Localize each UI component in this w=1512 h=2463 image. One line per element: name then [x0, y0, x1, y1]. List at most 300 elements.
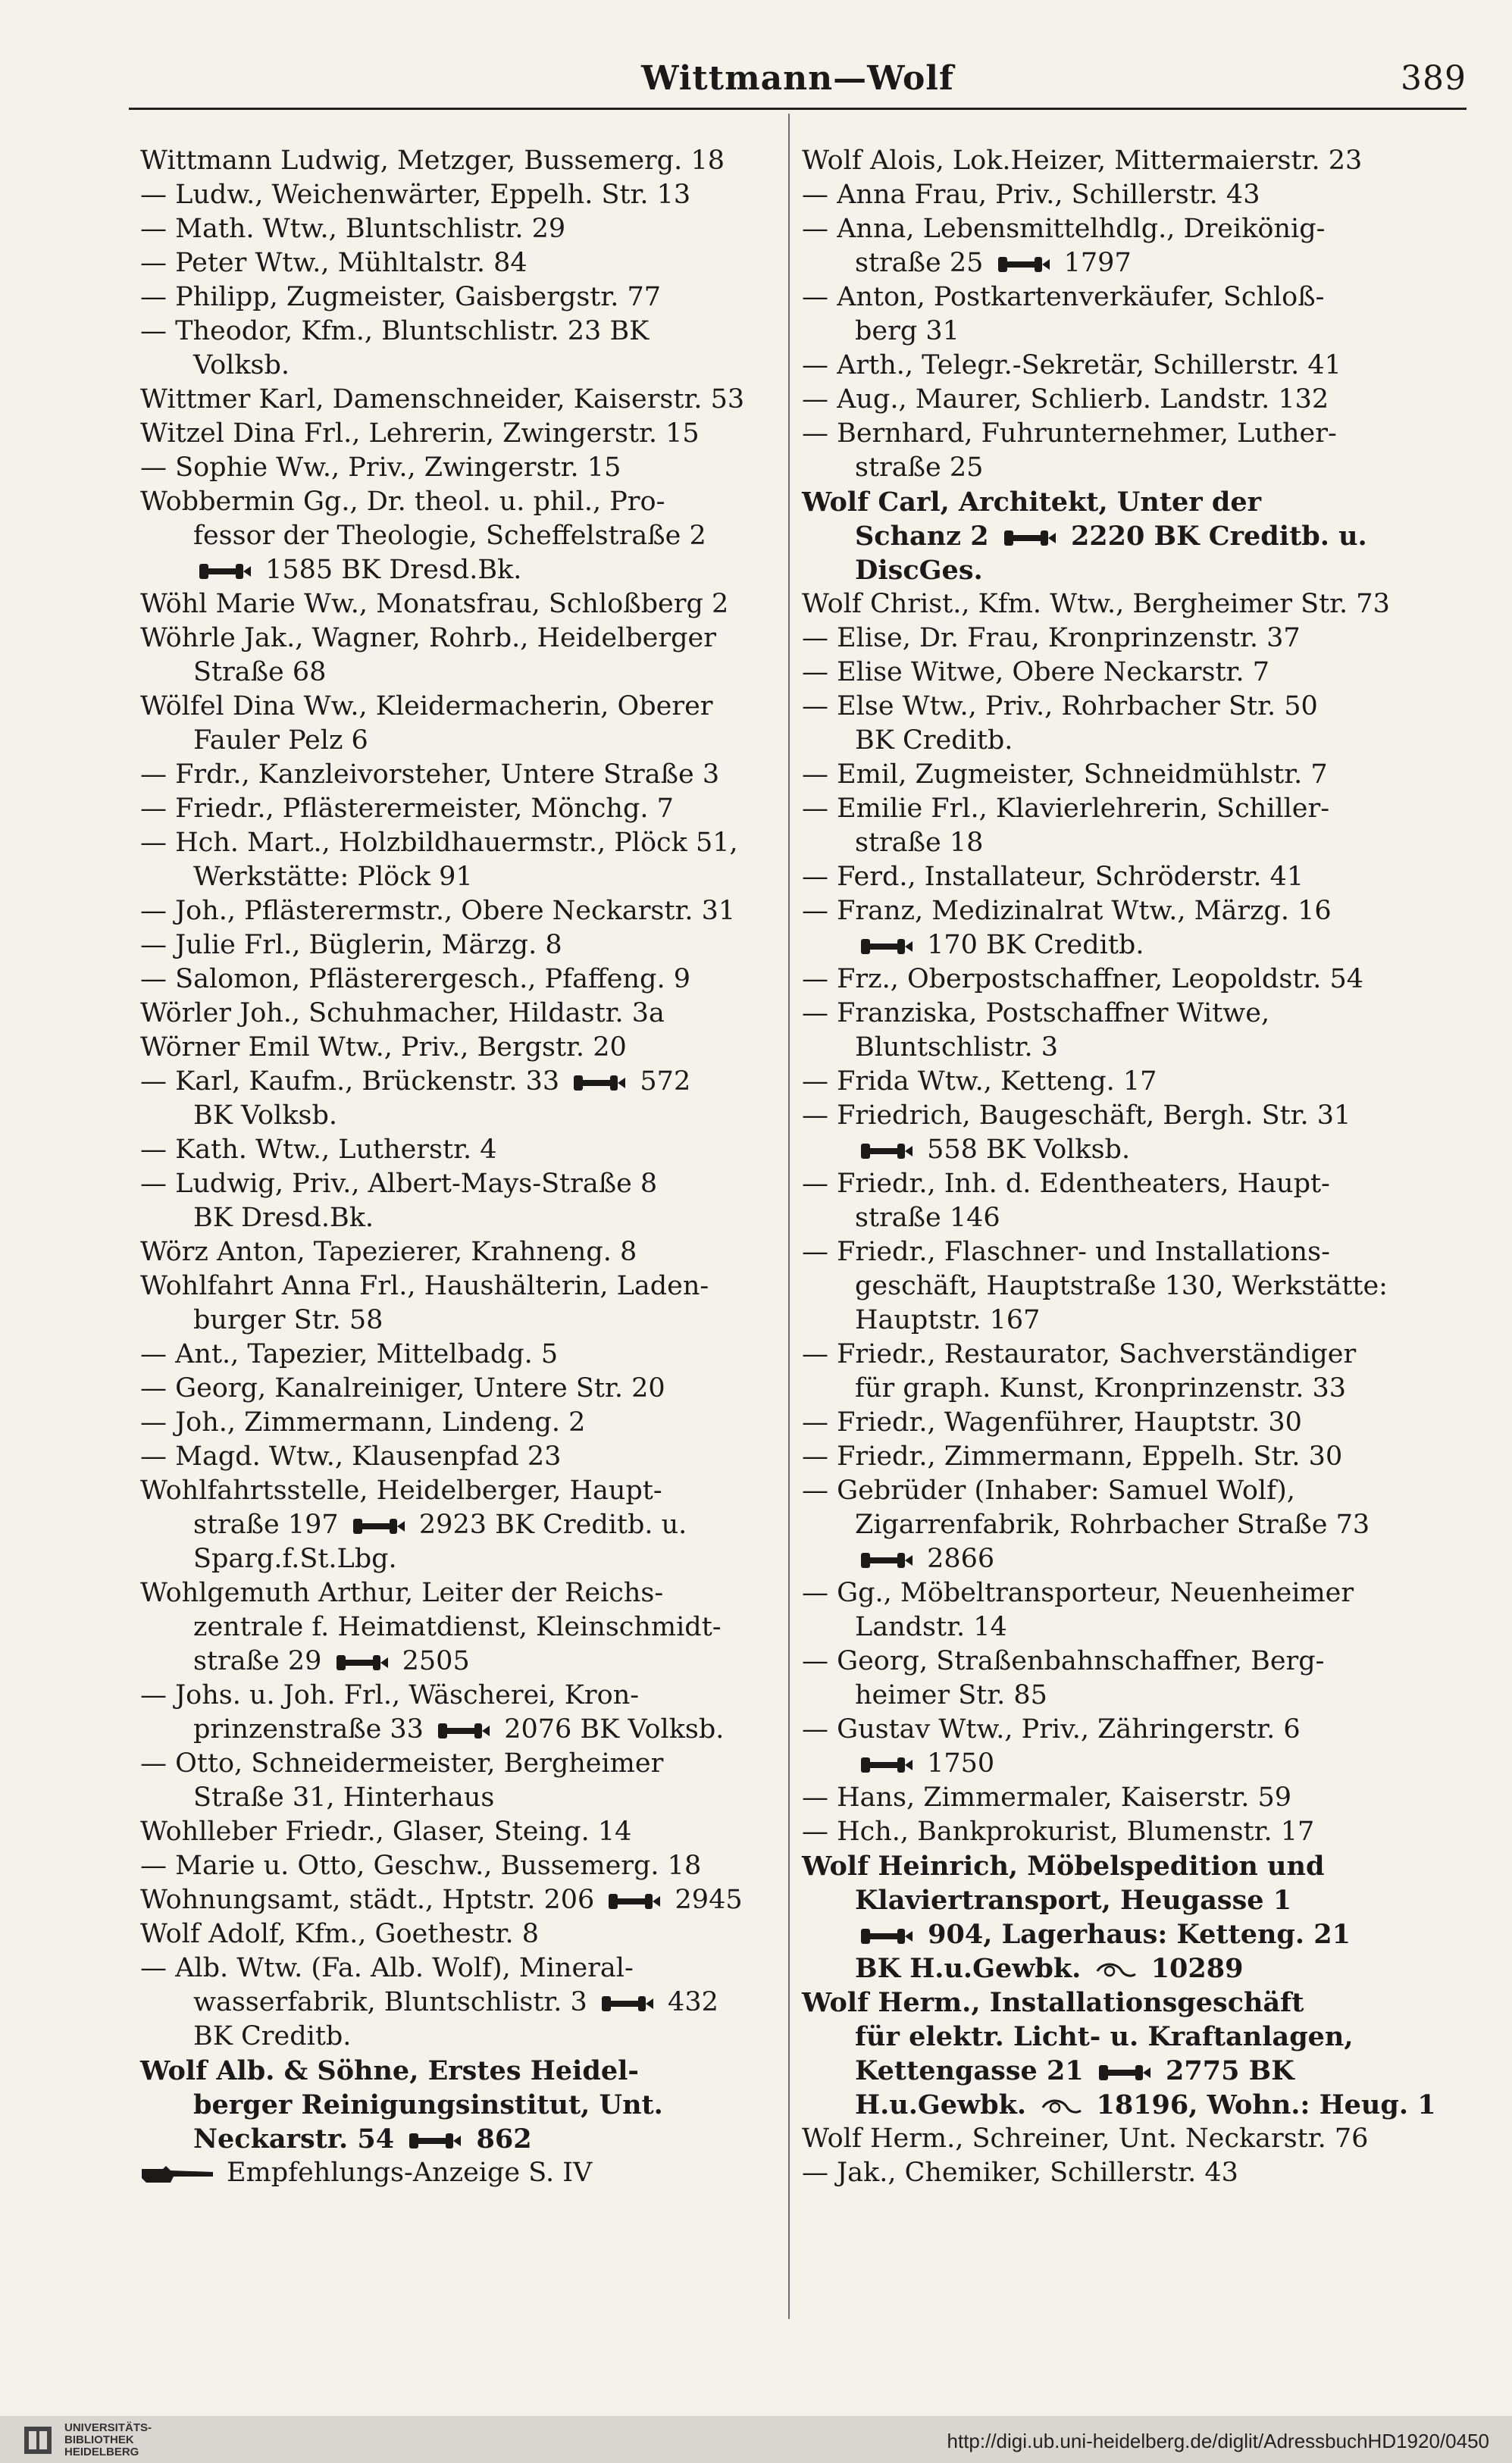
- entry-line: [140, 144, 784, 178]
- entry-continuation-line: [140, 1645, 784, 1679]
- directory-entry: [802, 485, 1446, 587]
- entry-continuation-line: [802, 826, 1446, 860]
- directory-entry: [140, 1031, 784, 1065]
- telephone-receiver-icon: [859, 937, 914, 956]
- entry-text: Wörner Emil Wtw., Priv., Bergstr. 20: [140, 1032, 627, 1063]
- entry-text: Zigarrenfabrik, Rohrbacher Straße 73: [855, 1510, 1370, 1540]
- entry-text: Witzel Dina Frl., Lehrerin, Zwingerstr. 15: [140, 418, 700, 449]
- left-column: [140, 144, 784, 2190]
- entry-text: — Alb. Wtw. (Fa. Alb. Wolf), Mineral-: [140, 1953, 634, 1983]
- entry-line: [140, 1883, 784, 1917]
- entry-text: Wohlleber Friedr., Glaser, Steing. 14: [140, 1817, 632, 1847]
- entry-text: Wolf Alois, Lok.Heizer, Mittermaierstr. 23: [802, 146, 1363, 176]
- entry-text: 2076 BK Volksb.: [496, 1714, 725, 1745]
- entry-line: [140, 485, 784, 519]
- telephone-receiver-icon: [408, 2132, 462, 2150]
- directory-entry: [802, 1099, 1446, 1167]
- entry-line: [140, 246, 784, 280]
- entry-text: 558 BK Volksb.: [919, 1134, 1131, 1165]
- directory-entry: [140, 315, 784, 383]
- entry-continuation-line: [802, 1201, 1446, 1235]
- entry-line: [140, 383, 784, 417]
- entry-line: [802, 997, 1446, 1031]
- entry-text: — Friedr., Wagenführer, Hauptstr. 30: [802, 1407, 1302, 1438]
- entry-text: — Friedrich, Baugeschäft, Bergh. Str. 31: [802, 1100, 1351, 1131]
- entry-line: [140, 1338, 784, 1372]
- entry-continuation-line: [140, 349, 784, 383]
- telephone-receiver-icon: [335, 1654, 390, 1672]
- entry-text: — Gustav Wtw., Priv., Zähringerstr. 6: [802, 1714, 1301, 1745]
- entry-text: straße 29: [193, 1646, 330, 1676]
- entry-text: — Friedr., Restaurator, Sachverständiger: [802, 1339, 1357, 1369]
- entry-text: Wörler Joh., Schuhmacher, Hildastr. 3a: [140, 998, 665, 1028]
- entry-line: [140, 1849, 784, 1883]
- entry-continuation-line: [802, 928, 1446, 962]
- entry-line: [802, 349, 1446, 383]
- entry-text: Empfehlungs-Anzeige S. IV: [227, 2158, 593, 2188]
- directory-entry: [802, 144, 1446, 178]
- entry-line: [140, 2156, 784, 2190]
- library-line-3: HEIDELBERG: [64, 2446, 139, 2458]
- directory-entry: [140, 1679, 784, 1747]
- entry-continuation-line: [802, 1031, 1446, 1065]
- entry-text: Wittmann Ludwig, Metzger, Bussemerg. 18: [140, 146, 725, 176]
- telephone-receiver-icon: [997, 255, 1051, 274]
- entry-line: [140, 1372, 784, 1406]
- entry-text: Wolf Adolf, Kfm., Goethestr. 8: [140, 1919, 540, 1949]
- entry-line: [802, 1849, 1446, 1883]
- entry-continuation-line: [140, 2088, 784, 2122]
- entry-line: [802, 1781, 1446, 1815]
- entry-text: fessor der Theologie, Scheffelstraße 2: [193, 521, 706, 551]
- directory-entry: [140, 1917, 784, 1951]
- entry-continuation-line: [802, 1372, 1446, 1406]
- entry-text: 2220 BK Creditb. u.: [1061, 521, 1367, 552]
- entry-continuation-line: [140, 1713, 784, 1747]
- directory-entry: [140, 826, 784, 894]
- telephone-receiver-icon: [859, 1142, 914, 1160]
- entry-text: 904, Lagerhaus: Ketteng. 21: [919, 1919, 1351, 1950]
- directory-entry: [802, 1474, 1446, 1576]
- entry-line: [802, 144, 1446, 178]
- directory-entry: [140, 1883, 784, 1917]
- directory-entry: [140, 451, 784, 485]
- entry-text: — Aug., Maurer, Schlierb. Landstr. 132: [802, 384, 1329, 415]
- directory-entry: [140, 1815, 784, 1849]
- directory-entry: [802, 1406, 1446, 1440]
- entry-text: — Georg, Straßenbahnschaffner, Berg-: [802, 1646, 1325, 1676]
- entry-line: [140, 1235, 784, 1269]
- entry-text: Wolf Heinrich, Möbelspedition und: [802, 1851, 1325, 1882]
- directory-entry: [802, 417, 1446, 485]
- directory-entry: [802, 1645, 1446, 1713]
- entry-text: — Hans, Zimmermaler, Kaiserstr. 59: [802, 1782, 1292, 1813]
- entry-continuation-line: [802, 315, 1446, 349]
- entry-text: — Joh., Pflästerermstr., Obere Neckarstr. 31: [140, 896, 736, 926]
- entry-line: [140, 1951, 784, 1986]
- entry-line: [802, 2122, 1446, 2156]
- entry-text: Werkstätte: Plöck 91: [193, 862, 473, 892]
- directory-entry: [140, 383, 784, 417]
- entry-text: Wohlfahrt Anna Frl., Haushälterin, Laden-: [140, 1271, 709, 1301]
- entry-text: zentrale f. Heimatdienst, Kleinschmidt-: [193, 1612, 722, 1642]
- telephone-receiver-icon: [600, 1995, 655, 2013]
- entry-line: [802, 1235, 1446, 1269]
- directory-entry: [802, 2122, 1446, 2156]
- entry-continuation-line: [802, 1917, 1446, 1951]
- directory-entry: [140, 621, 784, 690]
- entry-line: [140, 1815, 784, 1849]
- entry-text: Wolf Carl, Architekt, Unter der: [802, 487, 1262, 518]
- column-divider: [788, 114, 790, 2319]
- entry-line: [802, 485, 1446, 519]
- entry-text: — Jak., Chemiker, Schillerstr. 43: [802, 2158, 1238, 2188]
- entry-text: Klaviertransport, Heugasse 1: [855, 1885, 1292, 1916]
- directory-entry: [802, 1986, 1446, 2122]
- entry-text: Wohlfahrtsstelle, Heidelberger, Haupt-: [140, 1476, 662, 1506]
- directory-entry: [140, 417, 784, 451]
- entry-text: 10289: [1141, 1953, 1244, 1984]
- entry-line: [140, 962, 784, 997]
- entry-continuation-line: [140, 1781, 784, 1815]
- telephone-receiver-icon: [437, 1722, 491, 1740]
- entry-continuation-line: [140, 2122, 784, 2156]
- entry-text: berg 31: [855, 316, 959, 346]
- entry-line: [140, 826, 784, 860]
- entry-text: Wolf Herm., Installationsgeschäft: [802, 1987, 1304, 2018]
- directory-entry: [802, 962, 1446, 997]
- entry-line: [802, 792, 1446, 826]
- entry-line: [140, 928, 784, 962]
- entry-text: — Karl, Kaufm., Brückenstr. 33: [140, 1066, 568, 1097]
- directory-entry: [140, 1474, 784, 1576]
- entry-text: DiscGes.: [855, 555, 983, 586]
- directory-entry: [140, 928, 784, 962]
- entry-line: [140, 451, 784, 485]
- entry-text: — Ludw., Weichenwärter, Eppelh. Str. 13: [140, 180, 691, 210]
- directory-entry: [140, 1849, 784, 1883]
- entry-text: heimer Str. 85: [855, 1680, 1047, 1710]
- directory-entry: [802, 280, 1446, 349]
- directory-entry: [140, 280, 784, 315]
- entry-text: BK Volksb.: [193, 1100, 338, 1131]
- entry-line: [140, 417, 784, 451]
- directory-entry: [140, 178, 784, 212]
- directory-entry: [802, 656, 1446, 690]
- entry-text: — Anton, Postkartenverkäufer, Schloß-: [802, 282, 1325, 312]
- page-title: Wittmann—Wolf: [641, 59, 954, 98]
- entry-text: — Bernhard, Fuhrunternehmer, Luther-: [802, 418, 1337, 449]
- entry-line: [140, 758, 784, 792]
- entry-continuation-line: [140, 656, 784, 690]
- entry-continuation-line: [802, 553, 1446, 587]
- entry-text: — Otto, Schneidermeister, Bergheimer: [140, 1748, 664, 1779]
- directory-entry: [140, 2054, 784, 2156]
- entry-line: [802, 860, 1446, 894]
- entry-text: Wölfel Dina Ww., Kleidermacherin, Oberer: [140, 691, 713, 721]
- directory-entry: [802, 1576, 1446, 1645]
- directory-entry: [802, 212, 1446, 280]
- entry-text: — Elise Witwe, Obere Neckarstr. 7: [802, 657, 1269, 687]
- entry-continuation-line: [802, 1679, 1446, 1713]
- entry-text: — Marie u. Otto, Geschw., Bussemerg. 18: [140, 1851, 702, 1881]
- entry-text: — Frz., Oberpostschaffner, Leopoldstr. 54: [802, 964, 1364, 994]
- telephone-receiver-icon: [352, 1517, 406, 1535]
- entry-text: 1585 BK Dresd.Bk.: [257, 555, 522, 585]
- entry-text: BK Dresd.Bk.: [193, 1203, 374, 1233]
- entry-text: Wohnungsamt, städt., Hptstr. 206: [140, 1885, 603, 1915]
- entry-line: [802, 1474, 1446, 1508]
- directory-entry: [140, 485, 784, 587]
- entry-continuation-line: [140, 724, 784, 758]
- entry-line: [140, 1065, 784, 1099]
- entry-continuation-line: [140, 1610, 784, 1645]
- post-horn-icon: [1040, 2097, 1082, 2117]
- entry-continuation-line: [140, 553, 784, 587]
- entry-line: [802, 1167, 1446, 1201]
- entry-line: [140, 792, 784, 826]
- entry-text: — Emil, Zugmeister, Schneidmühlstr. 7: [802, 759, 1328, 790]
- entry-text: — Hch., Bankprokurist, Blumenstr. 17: [802, 1817, 1315, 1847]
- entry-text: geschäft, Hauptstraße 130, Werkstätte:: [855, 1271, 1388, 1301]
- entry-line: [802, 656, 1446, 690]
- directory-entry: [802, 1815, 1446, 1849]
- directory-entry: [140, 1406, 784, 1440]
- entry-text: Bluntschlistr. 3: [855, 1032, 1058, 1063]
- entry-continuation-line: [802, 1951, 1446, 1986]
- entry-line: [140, 178, 784, 212]
- directory-entry: [140, 962, 784, 997]
- entry-line: [802, 1065, 1446, 1099]
- entry-text: für elektr. Licht- u. Kraftanlagen,: [855, 2021, 1354, 2052]
- entry-continuation-line: [802, 1542, 1446, 1576]
- entry-text: — Julie Frl., Büglerin, Märzg. 8: [140, 930, 562, 960]
- entry-line: [802, 621, 1446, 656]
- entry-text: — Emilie Frl., Klavierlehrerin, Schiller-: [802, 793, 1330, 824]
- entry-line: [140, 1917, 784, 1951]
- directory-entry: [140, 246, 784, 280]
- entry-line: [140, 1747, 784, 1781]
- entry-line: [140, 1474, 784, 1508]
- entry-text: 2505: [393, 1646, 470, 1676]
- entry-continuation-line: [802, 2020, 1446, 2054]
- header-rule: [129, 108, 1467, 110]
- directory-entry: [140, 1235, 784, 1269]
- entry-text: — Franziska, Postschaffner Witwe,: [802, 998, 1270, 1028]
- telephone-receiver-icon: [859, 1756, 914, 1774]
- entry-text: — Kath. Wtw., Lutherstr. 4: [140, 1134, 497, 1165]
- entry-text: — Frida Wtw., Ketteng. 17: [802, 1066, 1157, 1097]
- entry-continuation-line: [802, 2054, 1446, 2088]
- entry-text: Wittmer Karl, Damenschneider, Kaiserstr. 53: [140, 384, 745, 415]
- entry-text: Sparg.f.St.Lbg.: [193, 1544, 397, 1574]
- entry-text: — Theodor, Kfm., Bluntschlistr. 23 BK: [140, 316, 650, 346]
- entry-text: — Ant., Tapezier, Mittelbadg. 5: [140, 1339, 559, 1369]
- telephone-receiver-icon: [859, 1927, 914, 1945]
- entry-text: Straße 31, Hinterhaus: [193, 1782, 495, 1813]
- entry-text: Schanz 2: [855, 521, 998, 552]
- right-column: [802, 144, 1446, 2190]
- entry-text: — Philipp, Zugmeister, Gaisbergstr. 77: [140, 282, 662, 312]
- directory-entry: [140, 1576, 784, 1679]
- entry-text: — Arth., Telegr.-Sekretär, Schillerstr. 41: [802, 350, 1341, 380]
- entry-text: 18196, Wohn.: Heug. 1: [1087, 2089, 1436, 2120]
- entry-line: [802, 1440, 1446, 1474]
- entry-line: [140, 1406, 784, 1440]
- entry-text: — Johs. u. Joh. Frl., Wäscherei, Kron-: [140, 1680, 640, 1710]
- directory-entry: [802, 1065, 1446, 1099]
- entry-text: Straße 68: [193, 657, 327, 687]
- entry-text: — Franz, Medizinalrat Wtw., Märzg. 16: [802, 896, 1332, 926]
- entry-line: [802, 1986, 1446, 2020]
- entry-text: straße 197: [193, 1510, 347, 1540]
- entry-line: [140, 1167, 784, 1201]
- entry-text: — Ferd., Installateur, Schröderstr. 41: [802, 862, 1304, 892]
- directory-entry: [140, 1133, 784, 1167]
- entry-text: straße 146: [855, 1203, 1000, 1233]
- entry-text: 2945: [666, 1885, 743, 1915]
- entry-line: [140, 212, 784, 246]
- directory-entry: [802, 792, 1446, 860]
- entry-text: — Ludwig, Priv., Albert-Mays-Straße 8: [140, 1169, 658, 1199]
- entry-text: prinzenstraße 33: [193, 1714, 433, 1745]
- entry-continuation-line: [140, 1303, 784, 1338]
- entry-text: BK Creditb.: [193, 2021, 352, 2051]
- entry-line: [802, 1338, 1446, 1372]
- directory-entry: [802, 894, 1446, 962]
- entry-text: — Gebrüder (Inhaber: Samuel Wolf),: [802, 1476, 1295, 1506]
- entry-text: Wolf Christ., Kfm. Wtw., Bergheimer Str. 73: [802, 589, 1390, 619]
- footer-bar: [0, 2416, 1512, 2463]
- entry-text: Fauler Pelz 6: [193, 725, 368, 756]
- directory-entry: [140, 1951, 784, 2054]
- entry-continuation-line: [802, 519, 1446, 553]
- directory-entry: [802, 1338, 1446, 1406]
- entry-line: [140, 1269, 784, 1303]
- directory-entry: [140, 1065, 784, 1133]
- library-logo-icon: [23, 2425, 53, 2455]
- directory-entry: [802, 860, 1446, 894]
- entry-text: — Frdr., Kanzleivorsteher, Untere Straße 3: [140, 759, 720, 790]
- entry-line: [140, 1679, 784, 1713]
- entry-line: [140, 315, 784, 349]
- telephone-receiver-icon: [1097, 2064, 1152, 2082]
- entry-text: Wöhrle Jak., Wagner, Rohrb., Heidelberger: [140, 623, 716, 653]
- entry-line: [802, 212, 1446, 246]
- entry-line: [802, 417, 1446, 451]
- entry-text: Landstr. 14: [855, 1612, 1007, 1642]
- entry-line: [802, 962, 1446, 997]
- entry-line: [140, 690, 784, 724]
- directory-entry: [802, 621, 1446, 656]
- entry-continuation-line: [140, 1986, 784, 2020]
- page-number: 389: [1401, 59, 1467, 98]
- entry-line: [802, 280, 1446, 315]
- entry-line: [140, 2054, 784, 2088]
- entry-line: [802, 2156, 1446, 2190]
- entry-text: Wöhl Marie Ww., Monatsfrau, Schloßberg 2: [140, 589, 729, 619]
- entry-continuation-line: [802, 724, 1446, 758]
- entry-line: [140, 1133, 784, 1167]
- entry-continuation-line: [802, 1303, 1446, 1338]
- entry-text: — Gg., Möbeltransporteur, Neuenheimer: [802, 1578, 1354, 1608]
- directory-entry: [140, 587, 784, 621]
- entry-continuation-line: [802, 1269, 1446, 1303]
- directory-entry: [140, 1338, 784, 1372]
- telephone-receiver-icon: [572, 1074, 627, 1092]
- entry-continuation-line: [140, 2020, 784, 2054]
- entry-line: [140, 1440, 784, 1474]
- directory-entry: [140, 758, 784, 792]
- directory-entry: [140, 894, 784, 928]
- entry-text: Wobbermin Gg., Dr. theol. u. phil., Pro-: [140, 487, 665, 517]
- directory-entry: [802, 1235, 1446, 1338]
- entry-continuation-line: [802, 246, 1446, 280]
- entry-text: — Peter Wtw., Mühltalstr. 84: [140, 248, 527, 278]
- entry-text: BK H.u.Gewbk.: [855, 1953, 1091, 1984]
- library-line-1: UNIVERSITÄTS-: [64, 2421, 152, 2434]
- entry-text: — Sophie Ww., Priv., Zwingerstr. 15: [140, 452, 621, 483]
- entry-text: 1797: [1055, 248, 1132, 278]
- entry-continuation-line: [802, 1747, 1446, 1781]
- running-head: [129, 59, 1467, 105]
- entry-text: — Elise, Dr. Frau, Kronprinzenstr. 37: [802, 623, 1301, 653]
- source-url-link[interactable]: http://digi.ub.uni-heidelberg.de/diglit/AdressbuchHD1920/0450: [947, 2430, 1489, 2452]
- entry-line: [140, 894, 784, 928]
- entry-text: — Anna, Lebensmittelhdlg., Dreikönig-: [802, 214, 1326, 244]
- entry-continuation-line: [140, 860, 784, 894]
- entry-text: straße 25: [855, 452, 984, 483]
- entry-line: [802, 1576, 1446, 1610]
- entry-text: Wörz Anton, Tapezierer, Krahneng. 8: [140, 1237, 637, 1267]
- entry-line: [140, 1576, 784, 1610]
- directory-entry: [140, 690, 784, 758]
- entry-line: [802, 690, 1446, 724]
- directory-entry: [802, 1440, 1446, 1474]
- entry-text: Volksb.: [193, 350, 290, 380]
- entry-text: — Anna Frau, Priv., Schillerstr. 43: [802, 180, 1260, 210]
- entry-text: Wohlgemuth Arthur, Leiter der Reichs-: [140, 1578, 664, 1608]
- entry-text: — Friedr., Flaschner- und Installations-: [802, 1237, 1330, 1267]
- entry-continuation-line: [140, 1099, 784, 1133]
- entry-line: [802, 383, 1446, 417]
- directory-entry: [802, 1713, 1446, 1781]
- library-line-2: BIBLIOTHEK: [64, 2433, 134, 2446]
- entry-continuation-line: [802, 1508, 1446, 1542]
- directory-entry: [140, 1167, 784, 1235]
- directory-entry: [802, 2156, 1446, 2190]
- entry-text: burger Str. 58: [193, 1305, 383, 1335]
- entry-continuation-line: [140, 1201, 784, 1235]
- directory-entry: [140, 1440, 784, 1474]
- entry-line: [802, 758, 1446, 792]
- entry-line: [140, 280, 784, 315]
- directory-entry: [802, 1167, 1446, 1235]
- entry-continuation-line: [140, 519, 784, 553]
- entry-text: 2923 BK Creditb. u.: [410, 1510, 687, 1540]
- entry-text: — Hch. Mart., Holzbildhauermstr., Plöck 51,: [140, 828, 738, 858]
- entry-text: 2775 BK: [1156, 2055, 1294, 2086]
- entry-continuation-line: [802, 451, 1446, 485]
- directory-entry: [802, 1849, 1446, 1986]
- directory-entry: [802, 997, 1446, 1065]
- entry-line: [802, 1713, 1446, 1747]
- directory-entry: [802, 690, 1446, 758]
- telephone-receiver-icon: [198, 562, 252, 581]
- entry-text: berger Reinigungsinstitut, Unt.: [193, 2089, 663, 2120]
- entry-text: Kettengasse 21: [855, 2055, 1093, 2086]
- entry-text: 2866: [919, 1544, 995, 1574]
